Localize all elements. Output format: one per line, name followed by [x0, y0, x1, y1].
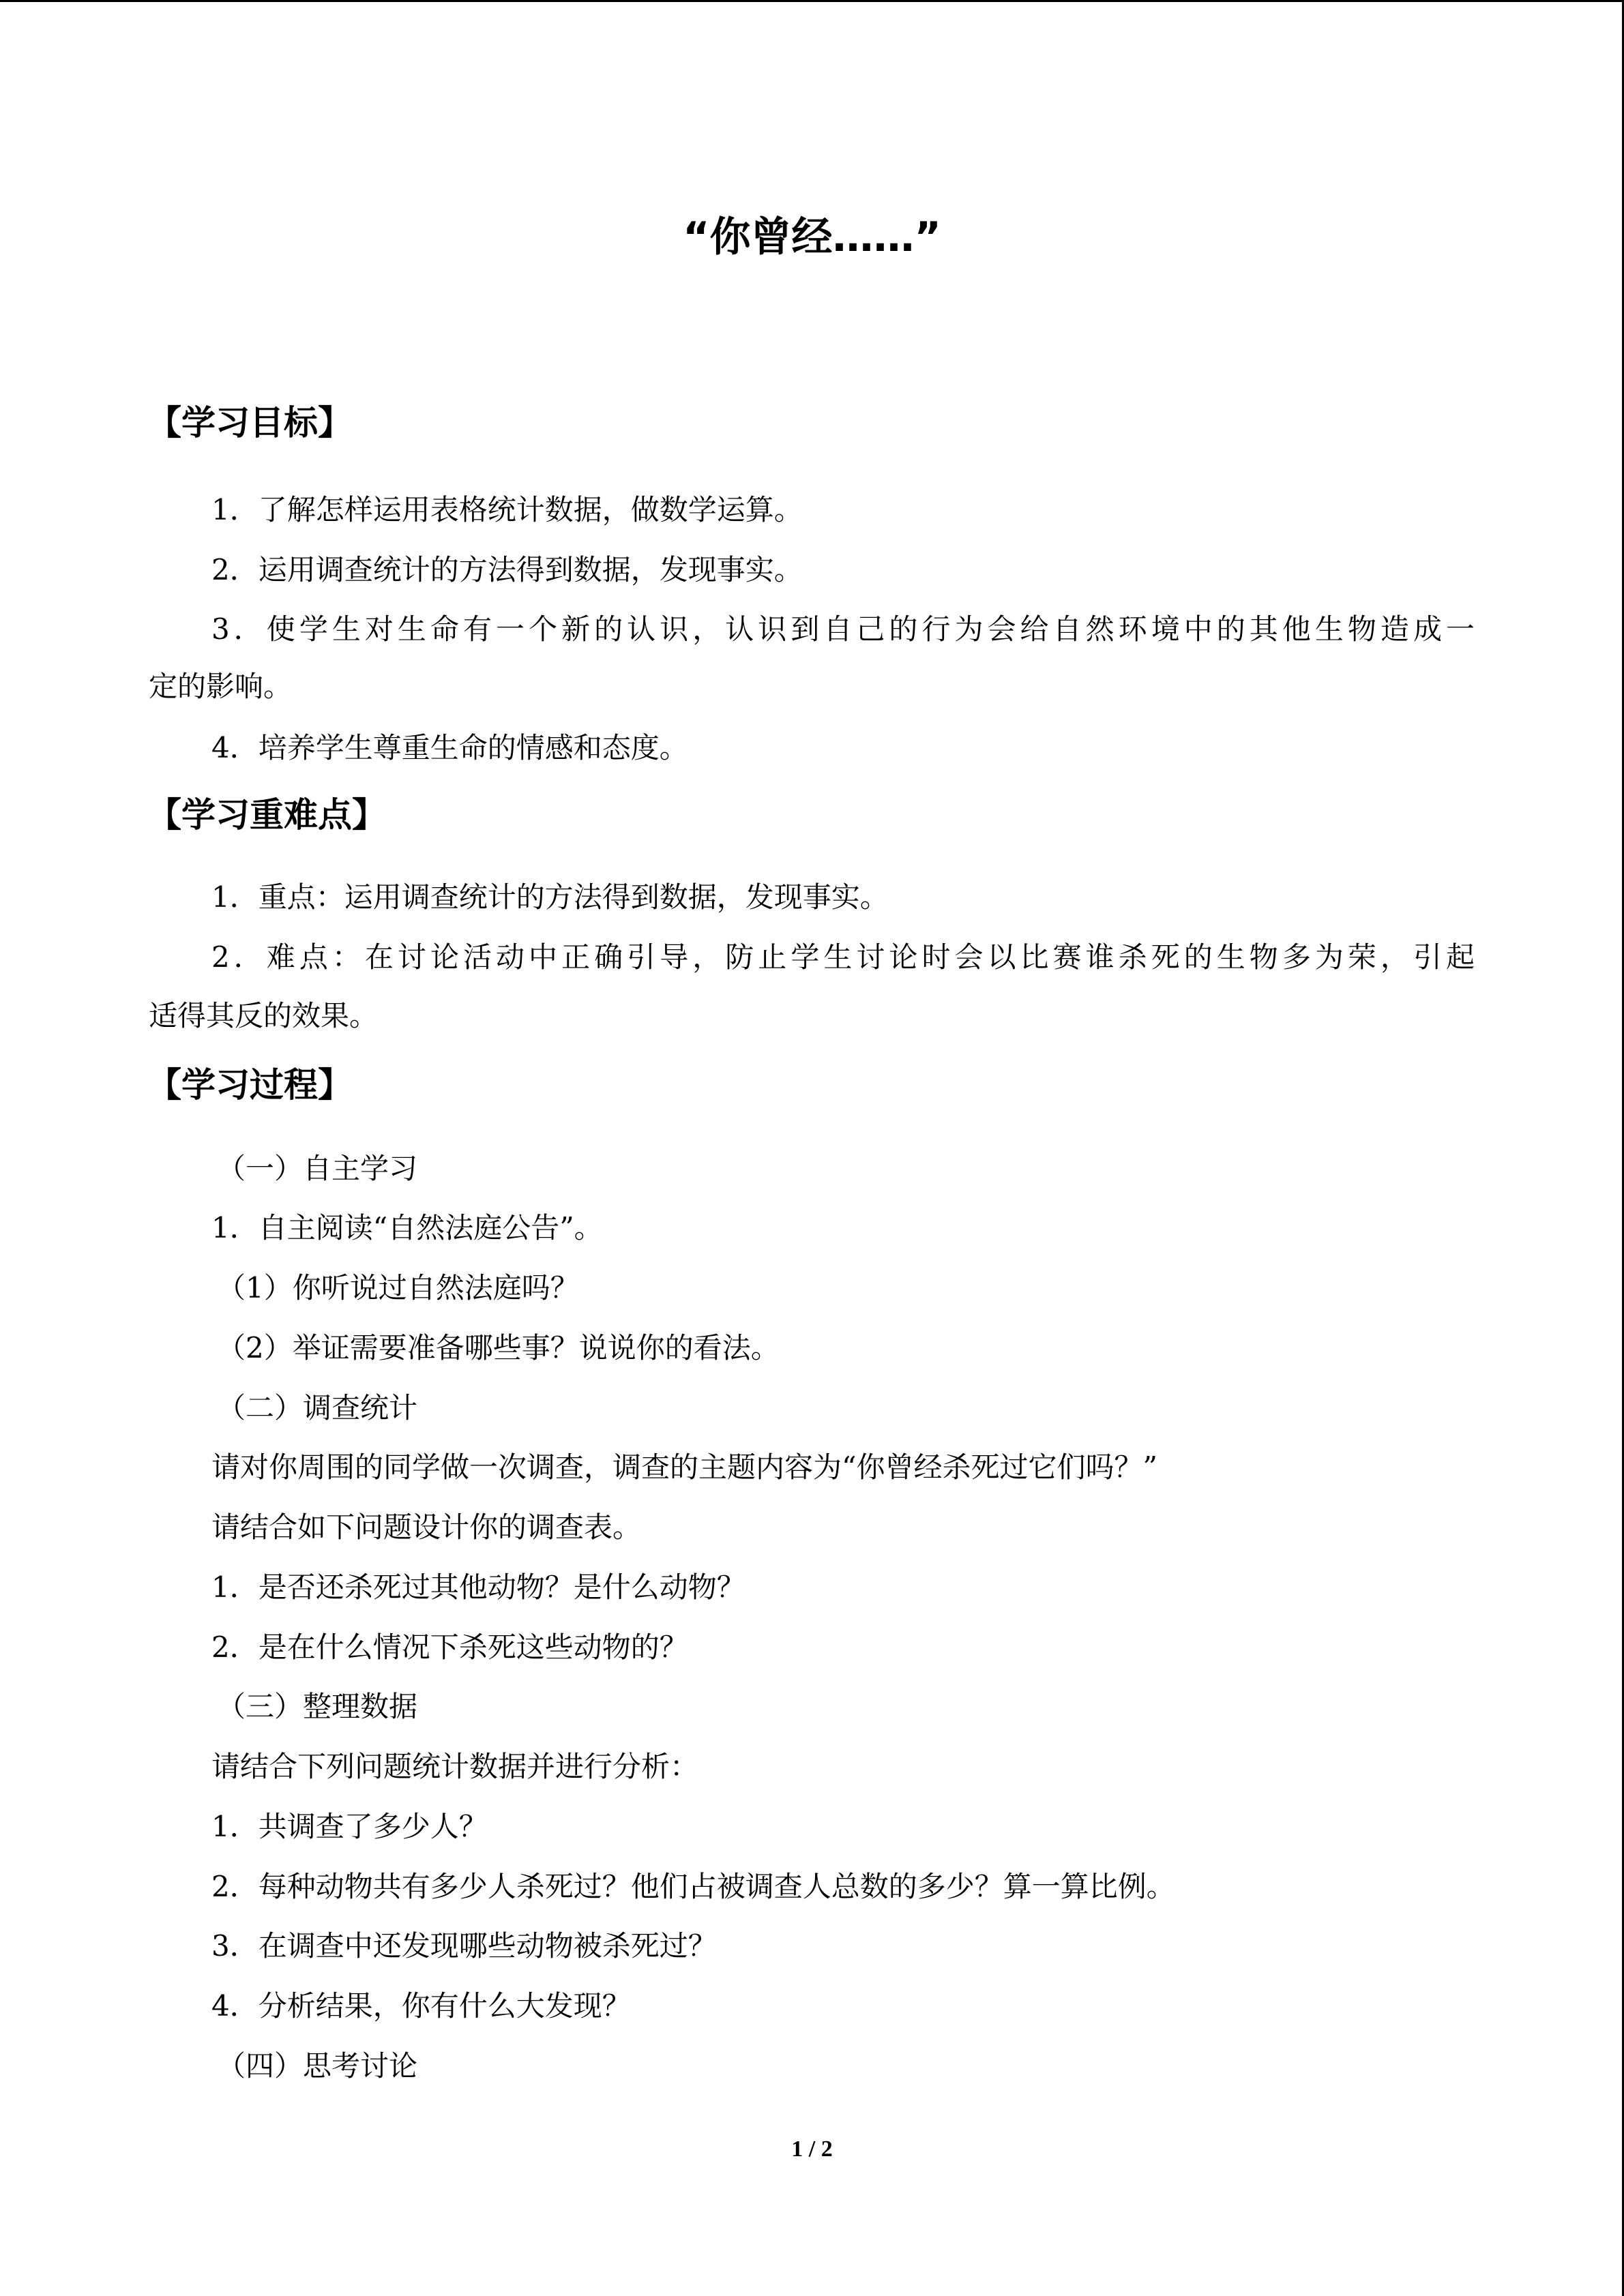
process-item: （2）举证需要准备哪些事？说说你的看法。 — [217, 1331, 780, 1365]
process-item: 2．每种动物共有多少人杀死过？他们占被调查人总数的多少？算一算比例。 — [211, 1870, 1175, 1903]
process-sub-heading-4: （四）思考讨论 — [217, 2049, 418, 2083]
heading-objectives: 【学习目标】 — [147, 403, 352, 443]
key-point-item-2: 2．难点：在讨论活动中正确引导，防止学生讨论时会以比赛谁杀死的生物多为荣，引起 — [211, 940, 1475, 974]
page-border-top — [0, 0, 1624, 2]
process-sub-heading-1: （一）自主学习 — [217, 1152, 418, 1185]
process-item: 请结合如下问题设计你的调查表。 — [211, 1510, 642, 1544]
process-item: 2．是在什么情况下杀死这些动物的？ — [211, 1630, 688, 1664]
process-item: 请对你周围的同学做一次调查，调查的主题内容为“你曾经杀死过它们吗？” — [211, 1450, 1157, 1484]
process-sub-heading-3: （三）整理数据 — [217, 1690, 418, 1723]
process-item: 1．自主阅读“自然法庭公告”。 — [211, 1211, 603, 1244]
page-number: 1 / 2 — [791, 2136, 833, 2162]
objective-item-2: 2．运用调查统计的方法得到数据，发现事实。 — [211, 553, 803, 586]
process-sub-heading-2: （二）调查统计 — [217, 1391, 418, 1425]
objective-item-1: 1．了解怎样运用表格统计数据，做数学运算。 — [211, 493, 803, 526]
key-point-item-1: 1．重点：运用调查统计的方法得到数据，发现事实。 — [211, 880, 889, 914]
objective-item-3-continued: 定的影响。 — [149, 670, 293, 703]
process-item: （1）你听说过自然法庭吗？ — [217, 1271, 579, 1304]
heading-key-points: 【学习重难点】 — [147, 795, 386, 835]
objective-item-3: 3．使学生对生命有一个新的认识，认识到自己的行为会给自然环境中的其他生物造成一 — [211, 612, 1475, 646]
heading-process: 【学习过程】 — [147, 1065, 352, 1105]
document-title: “你曾经……” — [683, 213, 941, 261]
process-item: 请结合下列问题统计数据并进行分析： — [211, 1750, 699, 1783]
process-item: 1．共调查了多少人？ — [211, 1810, 488, 1843]
key-point-item-2-continued: 适得其反的效果。 — [149, 999, 379, 1032]
objective-item-4: 4．培养学生尊重生命的情感和态度。 — [211, 731, 688, 764]
process-item: 4．分析结果，你有什么大发现？ — [211, 1989, 631, 2023]
process-item: 1．是否还杀死过其他动物？是什么动物？ — [211, 1570, 745, 1604]
process-item: 3．在调查中还发现哪些动物被杀死过？ — [211, 1929, 717, 1963]
